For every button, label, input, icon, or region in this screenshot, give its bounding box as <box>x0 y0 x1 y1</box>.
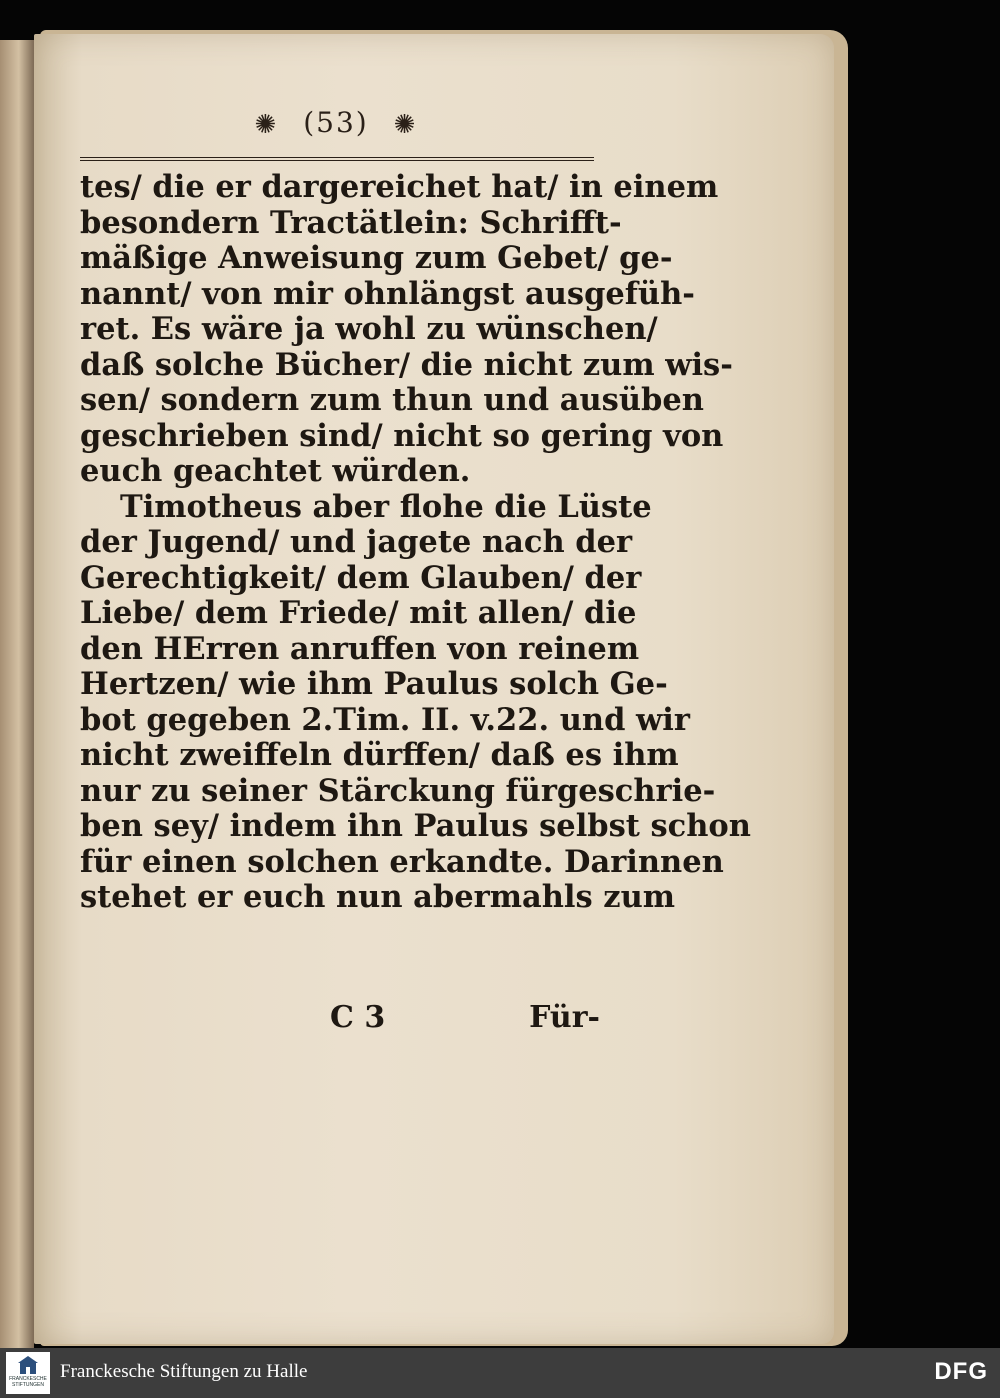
text-line: nicht zweiffeln dürffen/ daß es ihm <box>80 737 679 773</box>
text-line: ben sey/ indem ihn Paulus selbst schon <box>80 808 751 844</box>
dfg-logo[interactable]: DFG <box>934 1358 988 1385</box>
text-line: Liebe/ dem Friede/ mit allen/ die <box>80 595 637 631</box>
signature-mark: C 3 <box>330 1000 386 1035</box>
viewer-footer <box>0 1348 1000 1398</box>
text-line: tes/ die er dargereichet hat/ in einem <box>80 169 719 205</box>
header-rule <box>80 157 594 161</box>
ornament-left-icon: ✺ <box>254 109 279 140</box>
text-line: der Jugend/ und jagete nach der <box>80 524 633 560</box>
text-line: geschrieben sind/ nicht so gering von <box>80 417 724 454</box>
text-line: sen/ sondern zum thun und ausüben <box>80 382 704 418</box>
institution-link[interactable]: Franckesche Stiftungen zu Halle <box>60 1361 308 1382</box>
left-page-edge <box>0 40 34 1348</box>
page-footer-line <box>80 1000 600 1040</box>
paragraph-start-line: Timotheus aber flohe die Lüste <box>120 488 652 525</box>
text-line: nur zu seiner Stärckung fürgeschrie- <box>80 772 716 809</box>
institution-logo <box>6 1352 50 1394</box>
ornament-right-icon: ✺ <box>393 109 418 140</box>
text-line: besondern Tractätlein: Schrifft- <box>80 204 622 241</box>
text-line: bot gegeben 2.Tim. II. v.22. und wir <box>80 701 690 738</box>
page-number: (53) <box>303 106 369 139</box>
catchword: Für- <box>529 1000 600 1035</box>
text-line: für einen solchen erkandte. Darinnen <box>80 843 724 880</box>
text-line: stehet er euch nun abermahls zum <box>80 879 676 915</box>
text-line: euch geachtet würden. <box>80 453 471 489</box>
text-line: Hertzen/ wie ihm Paulus solch Ge- <box>80 666 668 702</box>
page-header <box>80 106 592 140</box>
text-line: daß solche Bücher/ die nicht zum wis- <box>80 346 733 383</box>
text-line: ret. Es wäre ja wohl zu wünschen/ <box>80 311 658 347</box>
building-icon <box>17 1354 39 1376</box>
page-text <box>80 169 751 916</box>
text-line: mäßige Anweisung zum Gebet/ ge- <box>80 240 673 276</box>
text-line: nannt/ von mir ohnlängst ausgefüh- <box>80 275 695 312</box>
text-line: den HErren anruffen von reinem <box>80 630 640 667</box>
logo-text: FRANCKESCHE STIFTUNGEN <box>9 1376 47 1388</box>
text-line: Gerechtigkeit/ dem Glauben/ der <box>80 559 642 596</box>
